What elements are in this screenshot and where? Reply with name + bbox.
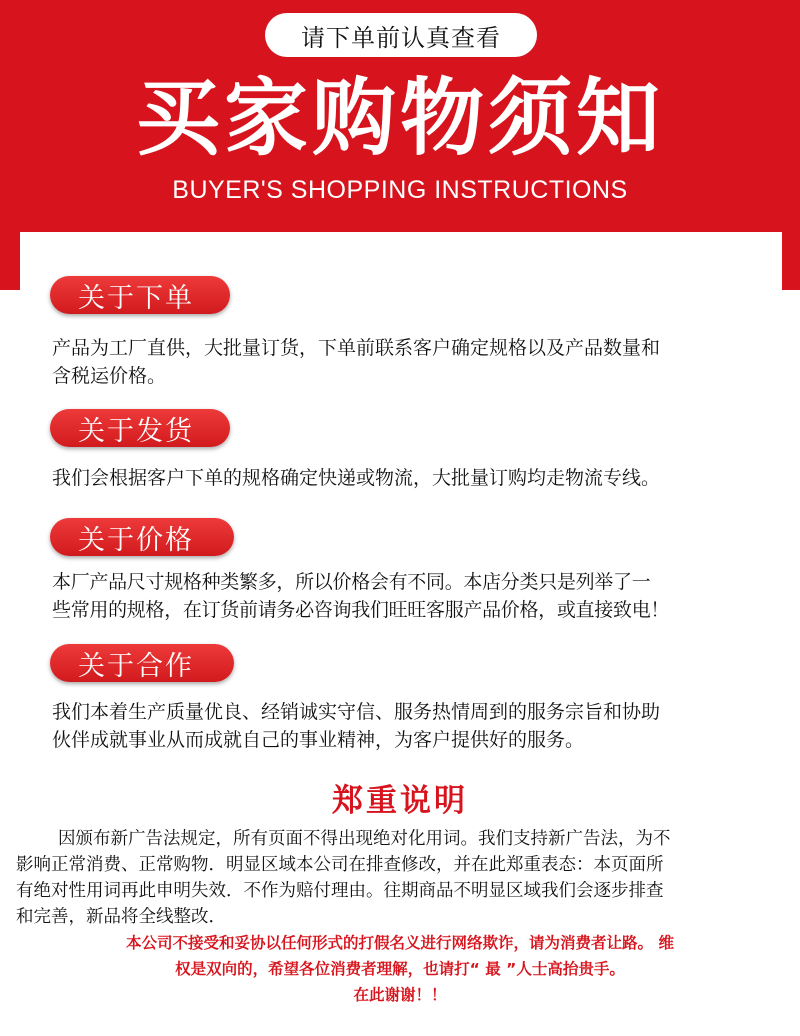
section-cooperation-line: 我们本着生产质量优良、经销诚实守信、服务热情周到的服务宗旨和协助 [52,701,661,723]
notice-line: 和完善，新品将全线整改． [16,907,226,927]
section-shipping-line: 我们会根据客户下单的规格确定快递或物流，大批量订购均走物流专线。 [52,467,661,489]
section-ordering-line: 含税运价格。 [52,365,167,387]
section-ordering-title: 关于下单 [50,276,230,314]
notice-line: 因颁布新广告法规定，所有页面不得出现绝对化用词。我们支持新广告法，为不 [58,829,671,849]
section-ordering-body [52,334,792,390]
notice-line: 影响正常消费、正常购物．明显区域本公司在排查修改，并在此郑重表态：本页面所 [16,855,664,875]
page-title: 买家购物须知 [135,69,664,167]
section-price-line: 些常用的规格，在订货前请务必咨询我们旺旺客服产品价格，或直接致电！ [52,599,670,621]
section-shipping-body [52,464,792,492]
notice-title: 郑重说明 [332,783,468,819]
section-price-body [52,568,797,624]
warning-line: 在此谢谢！！ [353,986,447,1004]
header-pill: 请下单前认真查看 [265,13,537,57]
warning-line: 本公司不接受和妥协以任何形式的打假名义进行网络欺诈，请为消费者让路。 维 [126,934,674,952]
section-cooperation-title: 关于合作 [50,644,234,682]
warning-line: 权是双向的，希望各位消费者理解，也请打“ 最 ”人士高抬贵手。 [175,960,625,978]
section-cooperation-body [52,698,792,754]
page-subtitle: BUYER'S SHOPPING INSTRUCTIONS [172,176,628,204]
section-ordering-line: 产品为工厂直供，大批量订货，下单前联系客户确定规格以及产品数量和 [52,337,661,359]
section-price-title: 关于价格 [50,518,234,556]
notice-body [16,826,786,930]
section-cooperation-line: 伙伴成就事业从而成就自己的事业精神，为客户提供好的服务。 [52,729,585,751]
warning-block [40,930,760,1008]
section-price-line: 本厂产品尺寸规格种类繁多，所以价格会有不同。本店分类只是列举了一 [52,571,651,593]
notice-line: 有绝对性用词再此申明失效．不作为赔付理由。往期商品不明显区域我们会逐步排查 [16,881,664,901]
section-shipping-title: 关于发货 [50,409,230,447]
